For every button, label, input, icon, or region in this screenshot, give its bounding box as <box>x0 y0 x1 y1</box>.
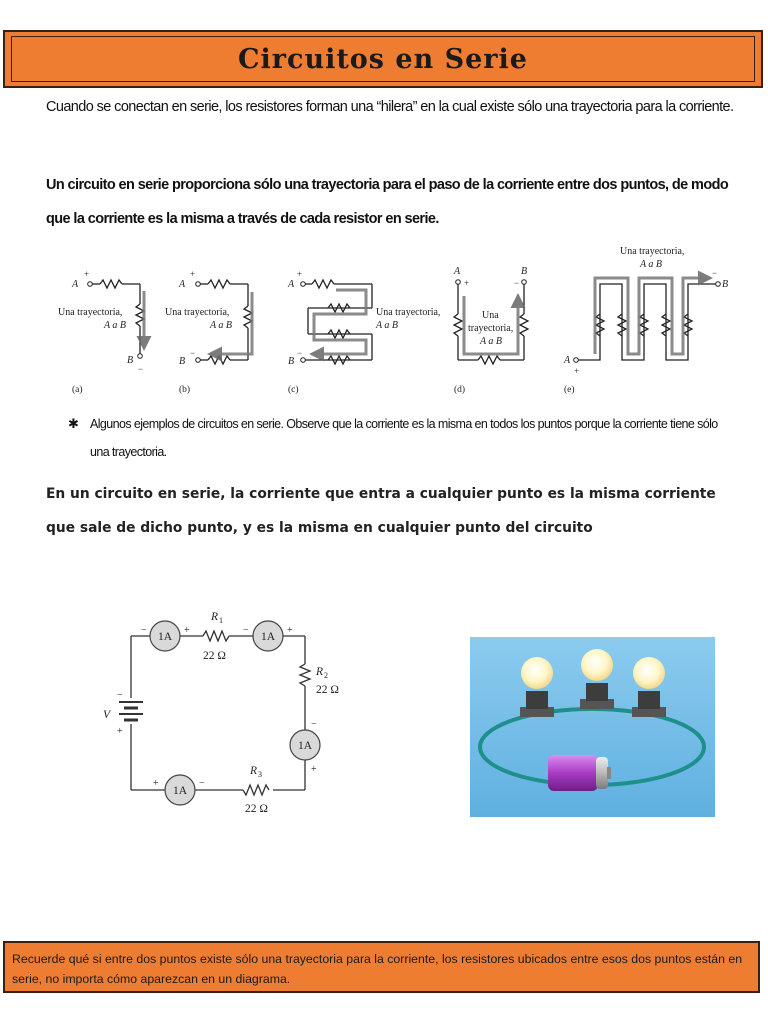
minus-sign: − <box>311 719 317 730</box>
path-label-e: Una trayectoria, <box>620 246 685 257</box>
minus-sign: − <box>117 690 123 701</box>
ammeter-2-reading: 1A <box>260 631 276 643</box>
reminder-note: Recuerde qué si entre dos puntos existe sólo una trayectoria para la corriente, los resistores ubicados entre esos dos puntos están en serie, no importa cómo aparezcan en un diagrama. <box>3 941 760 993</box>
terminal-a-label: A <box>179 279 186 290</box>
terminal-b-label: B <box>722 279 729 290</box>
series-circuit-examples-figure <box>50 236 740 401</box>
plus-sign: + <box>574 366 580 376</box>
path-label-c: A a B <box>376 320 399 331</box>
plus-sign: + <box>190 269 196 279</box>
plus-sign: + <box>117 726 123 737</box>
plus-sign: + <box>464 278 470 288</box>
intro-paragraph: Cuando se conectan en serie, los resistores forman una “hilera” en la cual existe sólo una trayectoria para la corriente. <box>46 99 734 115</box>
path-label-a: A a B <box>104 320 127 331</box>
plus-sign: + <box>297 269 303 279</box>
r2-label: R <box>316 666 324 678</box>
terminal-b-label: B <box>521 266 528 277</box>
title-banner <box>3 30 763 88</box>
current-arrow <box>595 278 710 354</box>
current-arrow <box>312 290 366 354</box>
ammeter-1-reading: 1A <box>157 631 173 643</box>
path-label-d: Una <box>482 310 499 321</box>
r2-subscript: 2 <box>324 671 328 680</box>
key-statement-paragraph: Un circuito en serie proporciona sólo una trayectoria para el paso de la corriente entre dos puntos, de modo que la corriente es la misma a través de cada resistor en serie. <box>46 177 729 227</box>
r1-subscript: 1 <box>219 616 223 625</box>
minus-sign: − <box>141 625 147 636</box>
example-e-circuit <box>578 284 716 360</box>
plus-sign: + <box>184 625 190 636</box>
terminal-b-label: B <box>127 355 134 366</box>
series-bulbs-illustration <box>470 637 715 817</box>
terminal-a-label: A <box>454 266 461 277</box>
path-label-b: Una trayectoria, <box>165 307 230 318</box>
ammeter-series-circuit-diagram <box>95 600 365 820</box>
minus-sign: − <box>138 364 144 374</box>
plus-sign: + <box>84 269 90 279</box>
figure-caption-bullet <box>68 410 722 466</box>
minus-sign: − <box>514 278 520 288</box>
terminal-b-label: B <box>288 356 295 367</box>
path-label-b: A a B <box>210 320 233 331</box>
caption-e: (e) <box>564 385 575 395</box>
current-statement-paragraph: En un circuito en serie, la corriente que entra a cualquier punto es la misma corriente que sale de dicho punto, y es la misma en cualquier punto del circuito <box>46 486 716 536</box>
figure-caption-text: Algunos ejemplos de circuitos en serie. Observe que la corriente es la misma en todos los puntos porque la corriente tiene sólo una trayectoria. <box>90 417 718 459</box>
caption-b: (b) <box>179 385 191 395</box>
path-label-e: A a B <box>640 259 663 270</box>
path-label-a: Una trayectoria, <box>58 307 123 318</box>
caption-d: (d) <box>454 385 466 395</box>
battery-icon <box>548 755 611 791</box>
minus-sign: − <box>297 348 303 358</box>
source-label: V <box>103 709 111 721</box>
minus-sign: − <box>243 625 249 636</box>
plus-sign: + <box>287 625 293 636</box>
terminal-a-label: A <box>72 279 79 290</box>
r3-label: R <box>250 765 258 777</box>
path-label-d: trayectoria, <box>468 323 514 334</box>
path-label-d: A a B <box>480 336 503 347</box>
terminal-a-label: A <box>564 355 571 366</box>
minus-sign: − <box>190 348 196 358</box>
ammeter-4-reading: 1A <box>172 785 188 797</box>
minus-sign: − <box>712 268 718 278</box>
page-title: Circuitos en Serie <box>238 43 528 75</box>
plus-sign: + <box>311 764 317 775</box>
r1-value: 22 Ω <box>203 650 226 662</box>
minus-sign: − <box>199 778 205 789</box>
path-label-c: Una trayectoria, <box>376 307 441 318</box>
asterisk-bullet-icon: ✱ <box>68 416 79 431</box>
terminal-b-label: B <box>179 356 186 367</box>
ammeter-3-reading: 1A <box>297 740 313 752</box>
plus-sign: + <box>153 778 159 789</box>
r2-value: 22 Ω <box>316 684 339 696</box>
caption-a: (a) <box>72 385 83 395</box>
r3-value: 22 Ω <box>245 803 268 815</box>
r3-subscript: 3 <box>258 770 262 779</box>
caption-c: (c) <box>288 385 299 395</box>
r1-label: R <box>211 611 219 623</box>
terminal-a-label: A <box>288 279 295 290</box>
